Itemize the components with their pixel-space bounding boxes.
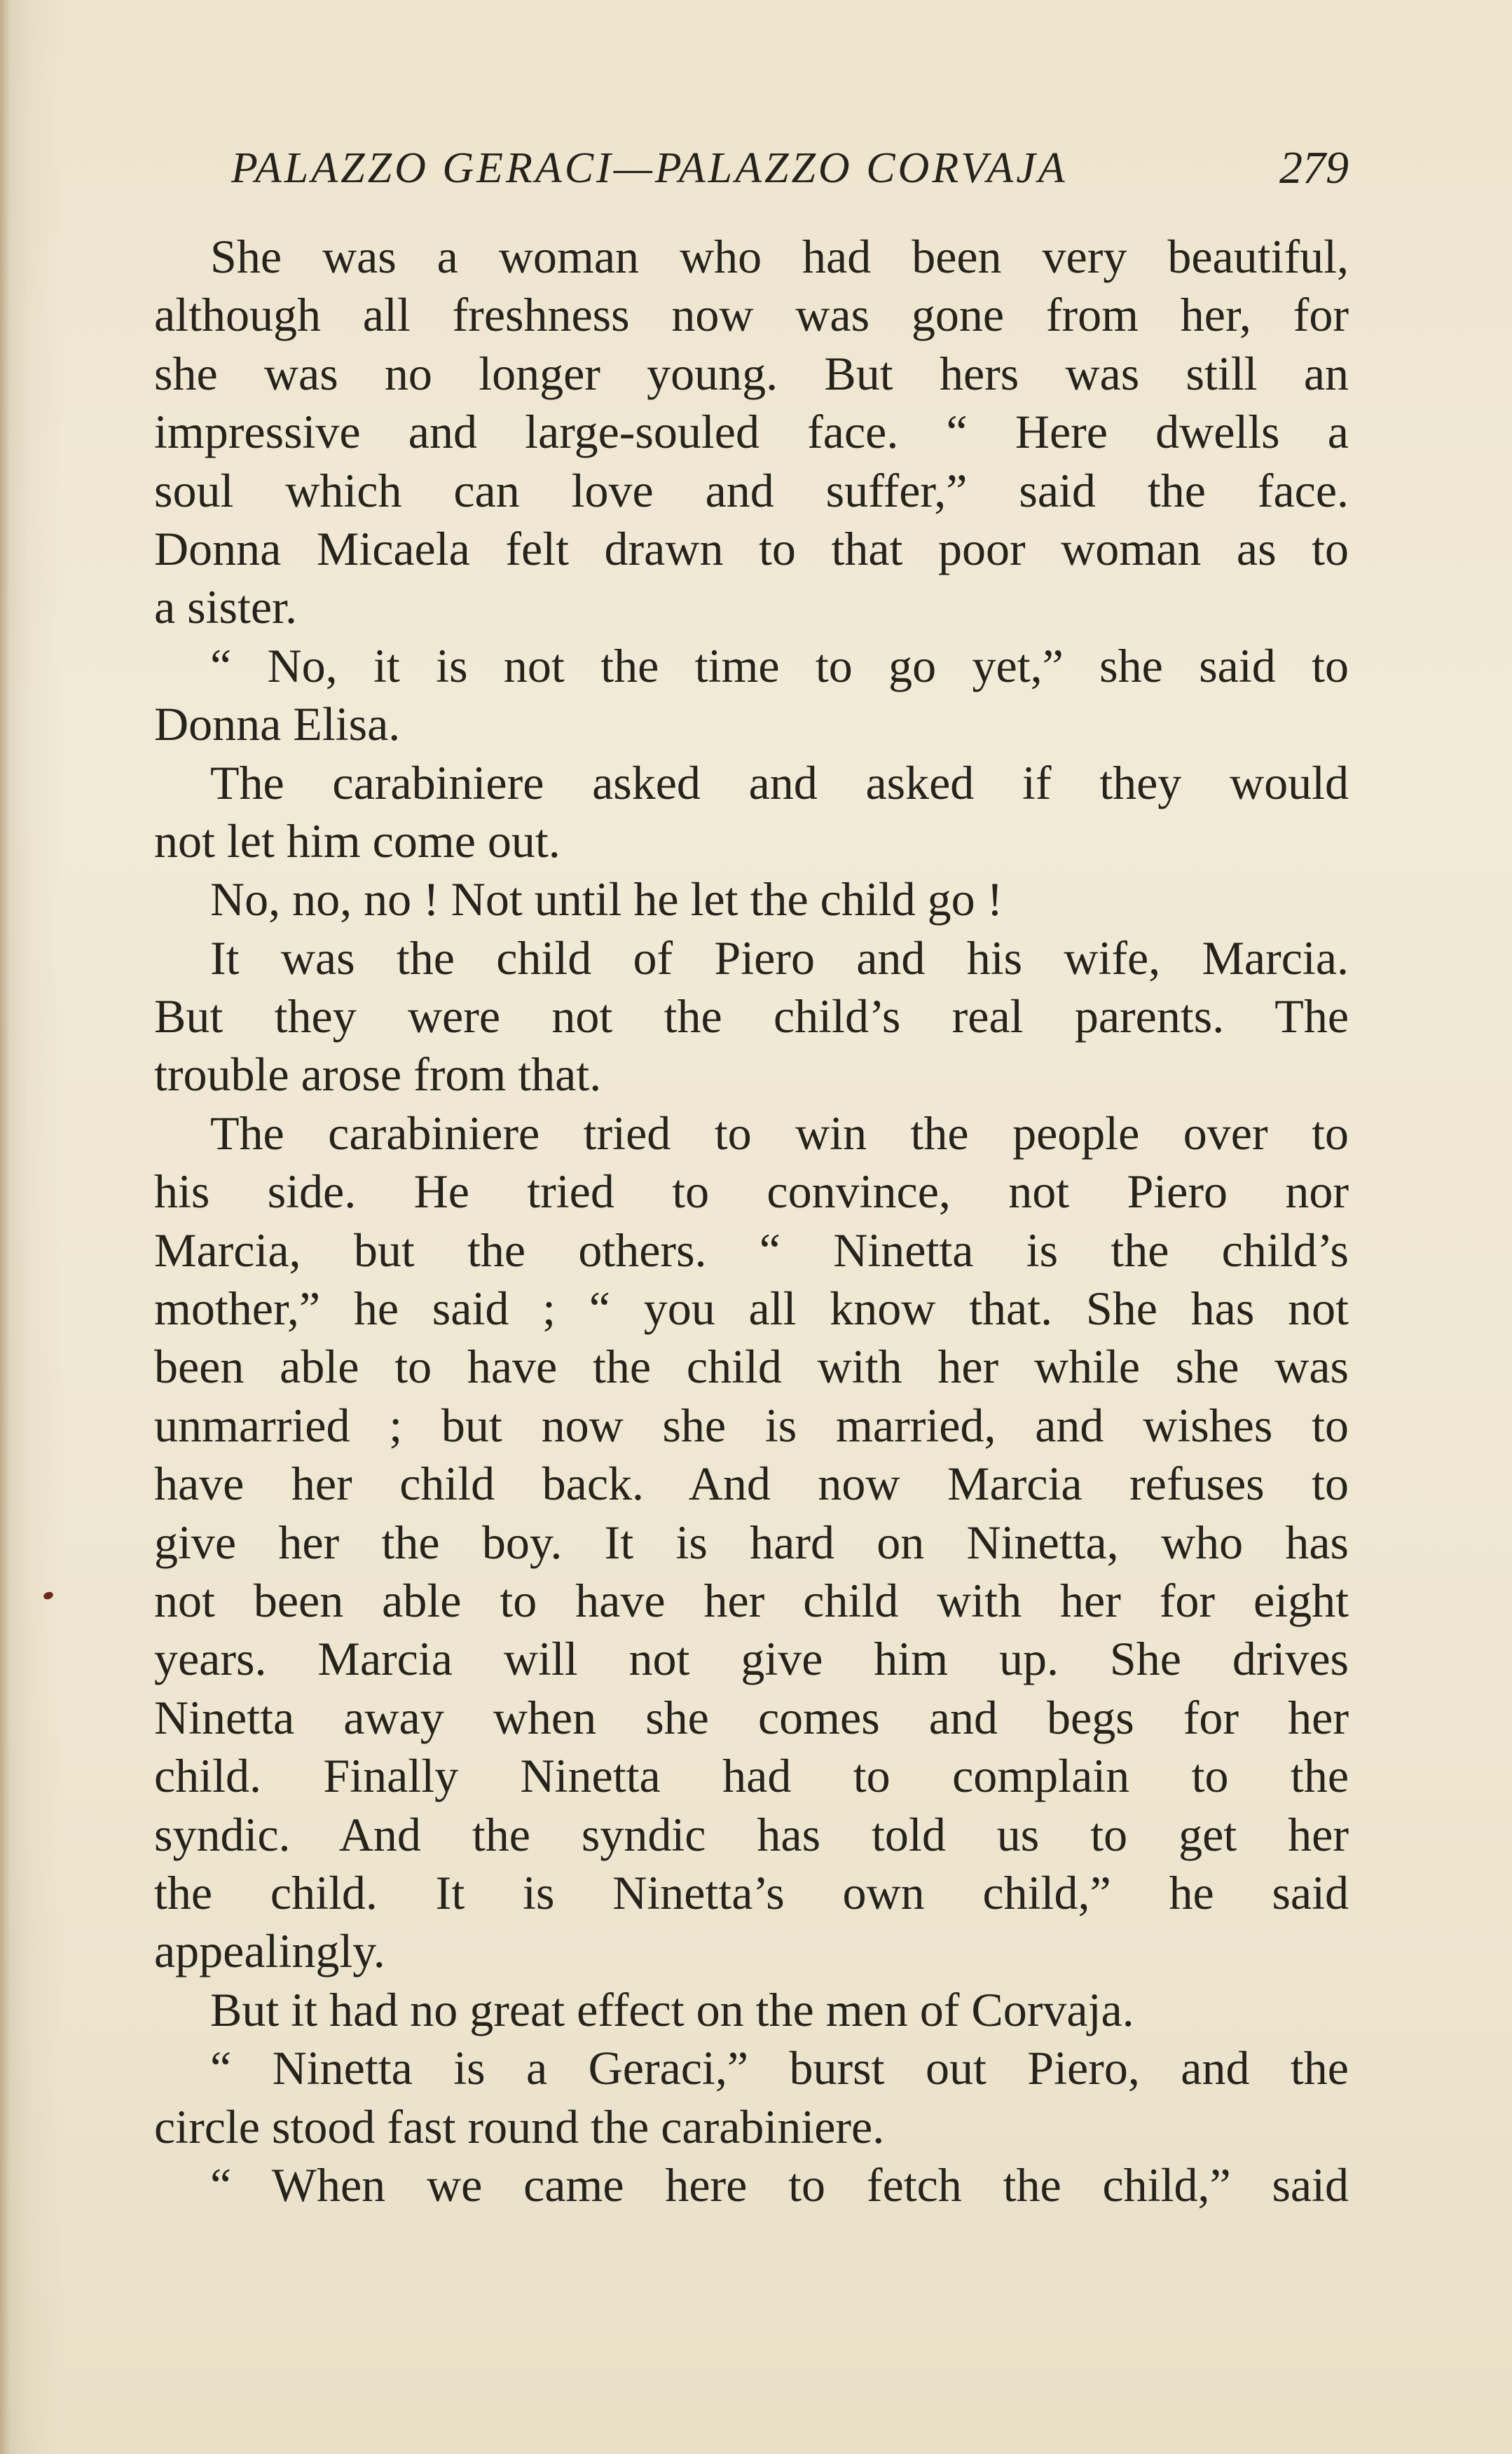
text-line: circle stood fast round the carabiniere. [154, 2099, 885, 2153]
text-line: She was a woman who had been very beautiful, [210, 230, 1349, 283]
text-line: not let him come out. [154, 814, 561, 868]
text-line: The carabiniere tried to win the people over to [210, 1106, 1349, 1160]
text-line: have her child back. And now Marcia refuses to [154, 1457, 1349, 1511]
page-number: 279 [1279, 142, 1349, 193]
text-line: soul which can love and suffer,” said the face. [154, 463, 1349, 517]
text-line: Donna Micaela felt drawn to that poor woman as to [154, 521, 1349, 575]
text-line: “ No, it is not the time to go yet,” she said to [210, 638, 1349, 692]
running-title: PALAZZO GERACI—PALAZZO CORVAJA [231, 144, 1068, 192]
text-line: child. Finally Ninetta had to complain to the [154, 1749, 1349, 1803]
text-line: although all freshness now was gone from her, for [154, 288, 1349, 342]
ink-mark [43, 1591, 55, 1600]
text-line: been able to have the child with her while she was [154, 1340, 1349, 1394]
text-line: “ Ninetta is a Geraci,” burst out Piero, and the [210, 2041, 1349, 2095]
text-line: give her the boy. It is hard on Ninetta, who has [154, 1515, 1349, 1569]
text-line: she was no longer young. But hers was still an [154, 346, 1349, 400]
text-line: But they were not the child’s real parents. The [154, 989, 1349, 1043]
text-line: impressive and large-souled face. “ Here dwells a [154, 405, 1349, 459]
text-line: “ When we came here to fetch the child,” said [210, 2158, 1349, 2212]
text-line: Ninetta away when she comes and begs for her [154, 1690, 1349, 1744]
text-line: trouble arose from that. [154, 1048, 602, 1102]
text-line: unmarried ; but now she is married, and wishes to [154, 1398, 1349, 1452]
text-line: No, no, no ! Not until he let the child go ! [210, 872, 1003, 926]
text-line: not been able to have her child with her for eight [154, 1573, 1349, 1627]
spine-shadow [0, 0, 10, 2454]
page-header [231, 137, 1349, 200]
text-line: his side. He tried to convince, not Piero nor [154, 1165, 1349, 1219]
text-line: a sister. [154, 580, 297, 634]
text-line: years. Marcia will not give him up. She drives [154, 1632, 1349, 1686]
text-line: The carabiniere asked and asked if they would [210, 755, 1349, 809]
text-line: mother,” he said ; “ you all know that. She has not [154, 1282, 1349, 1336]
text-line: syndic. And the syndic has told us to get her [154, 1807, 1349, 1861]
text-line: Marcia, but the others. “ Ninetta is the child’s [154, 1223, 1349, 1277]
text-line: But it had no great effect on the men of Corvaja. [210, 1982, 1134, 2036]
text-line: appealingly. [154, 1924, 385, 1978]
body-text [154, 228, 1349, 2214]
text-line: Donna Elisa. [154, 697, 401, 751]
text-line: It was the child of Piero and his wife, Marcia. [210, 931, 1349, 985]
text-line: the child. It is Ninetta’s own child,” he said [154, 1865, 1349, 1919]
